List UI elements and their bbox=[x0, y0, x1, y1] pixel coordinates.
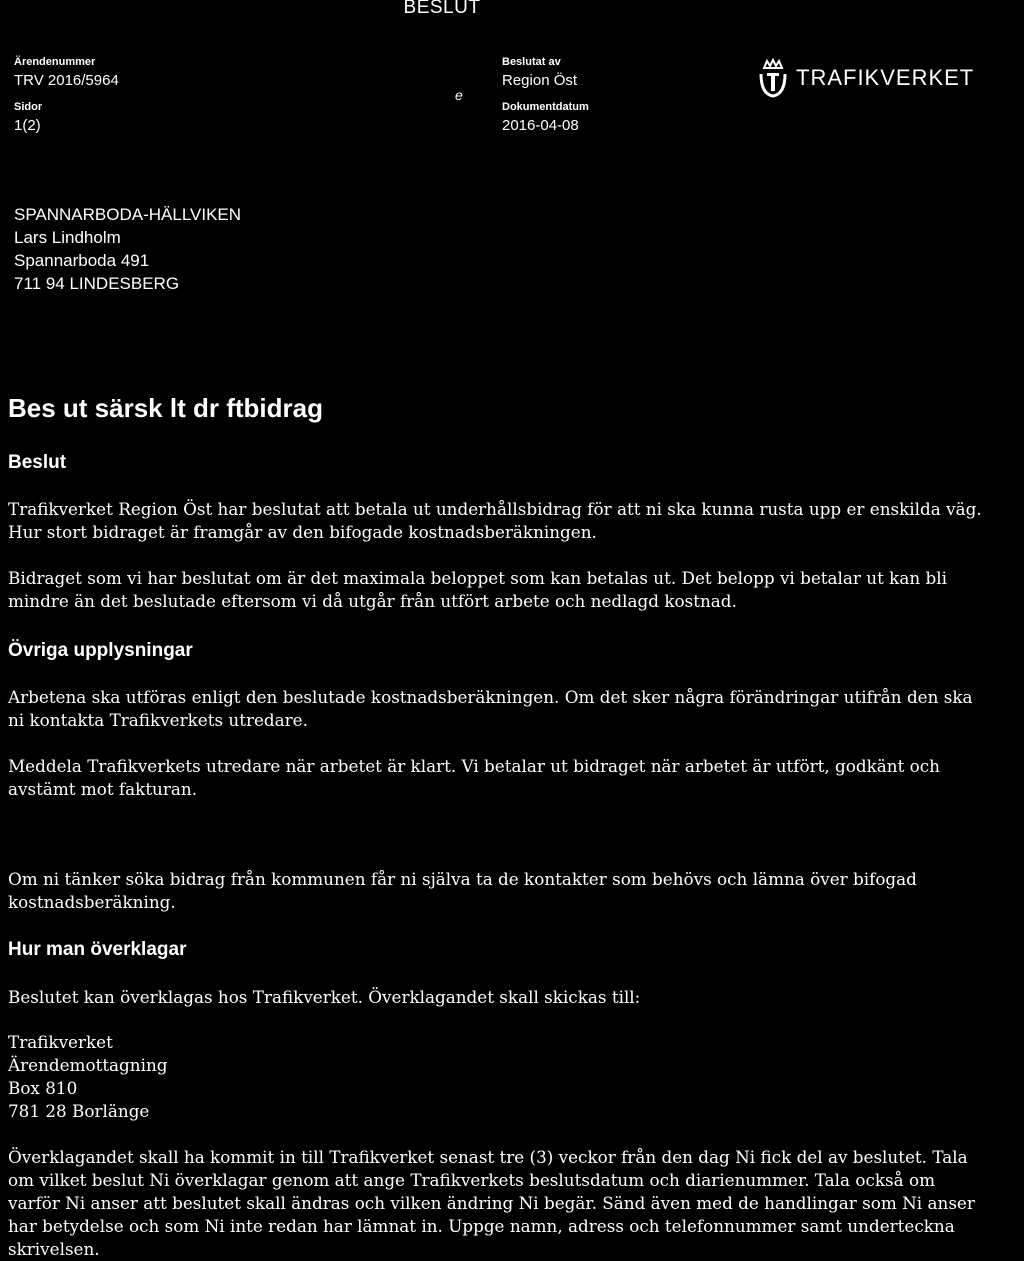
recipient-line: 711 94 LINDESBERG bbox=[14, 274, 180, 293]
beslut-paragraph-1: Trafikverket Region Öst har beslutat att betala ut underhållsbidrag för att ni ska kunna rusta upp er enskilda väg. Hur stort bidraget är framgår av den bifogade kostnadsberäkningen. bbox=[8, 499, 982, 542]
document-title: Bes ut särsk lt dr ftbidrag bbox=[8, 393, 323, 423]
document-date-value: 2016-04-08 bbox=[502, 117, 579, 134]
decided-by-label: Beslutat av bbox=[502, 56, 561, 68]
overklagar-paragraph-2: Överklagandet skall ha kommit in till Trafikverket senast tre (3) veckor från den dag Ni fick del av beslutet. Tala om vilket beslut Ni överklagar genom att ange Trafikverkets beslutsdatum och diarienummer. Tala också om varför Ni anser att beslutet skall ändras och vilken ändring Ni begär. Sänd även med de handlingar som Ni anser har betydelse och som Ni inte redan har lämnat in. Uppge namn, adress och telefonnummer samt underteckna skrivelsen. bbox=[8, 1147, 975, 1259]
pages-label: Sidor bbox=[14, 101, 43, 113]
recipient-line: Lars Lindholm bbox=[14, 228, 121, 247]
decided-by-value: Region Öst bbox=[502, 72, 578, 89]
crown-emblem-icon bbox=[758, 58, 788, 98]
recipient-address bbox=[14, 203, 241, 295]
document-type: BESLUT bbox=[403, 0, 481, 18]
trafikverket-logo bbox=[758, 58, 974, 98]
case-number-value: TRV 2016/5964 bbox=[14, 72, 119, 89]
appeal-address: Trafikverket Ärendemottagning Box 810 781 28 Borlänge bbox=[8, 1032, 168, 1121]
stray-mark: e bbox=[455, 87, 463, 103]
logo-text: TRAFIKVERKET bbox=[796, 65, 975, 90]
ovriga-paragraph-3: Om ni tänker söka bidrag från kommunen får ni själva ta de kontakter som behövs och lämna över bifogad kostnadsberäkning. bbox=[8, 869, 917, 912]
case-number-block bbox=[14, 56, 119, 134]
beslut-heading: Beslut bbox=[8, 452, 67, 473]
recipient-line: SPANNARBODA-HÄLLVIKEN bbox=[14, 205, 242, 224]
decision-block bbox=[502, 56, 589, 134]
overklagar-heading: Hur man överklagar bbox=[8, 939, 187, 960]
case-number-label: Ärendenummer bbox=[14, 56, 96, 68]
overklagar-paragraph-1: Beslutet kan överklagas hos Trafikverket. Överklagandet skall skickas till: bbox=[8, 987, 641, 1007]
ovriga-paragraph-1: Arbetena ska utföras enligt den beslutade kostnadsberäkningen. Om det sker några förändringar utifrån den ska ni kontakta Trafikverkets utredare. bbox=[8, 687, 973, 730]
ovriga-heading: Övriga upplysningar bbox=[8, 640, 193, 661]
pages-value: 1(2) bbox=[14, 117, 41, 134]
document-date-label: Dokumentdatum bbox=[502, 101, 589, 113]
beslut-paragraph-2: Bidraget som vi har beslutat om är det maximala beloppet som kan betalas ut. Det belopp vi betalar ut kan bli mindre än det beslutade eftersom vi då utgår från utfört arbete och nedlagd kostnad. bbox=[8, 568, 947, 611]
recipient-line: Spannarboda 491 bbox=[14, 251, 150, 270]
ovriga-paragraph-2: Meddela Trafikverkets utredare när arbetet är klart. Vi betalar ut bidraget när arbetet är utfört, godkänt och avstämt mot fakturan. bbox=[8, 756, 940, 799]
